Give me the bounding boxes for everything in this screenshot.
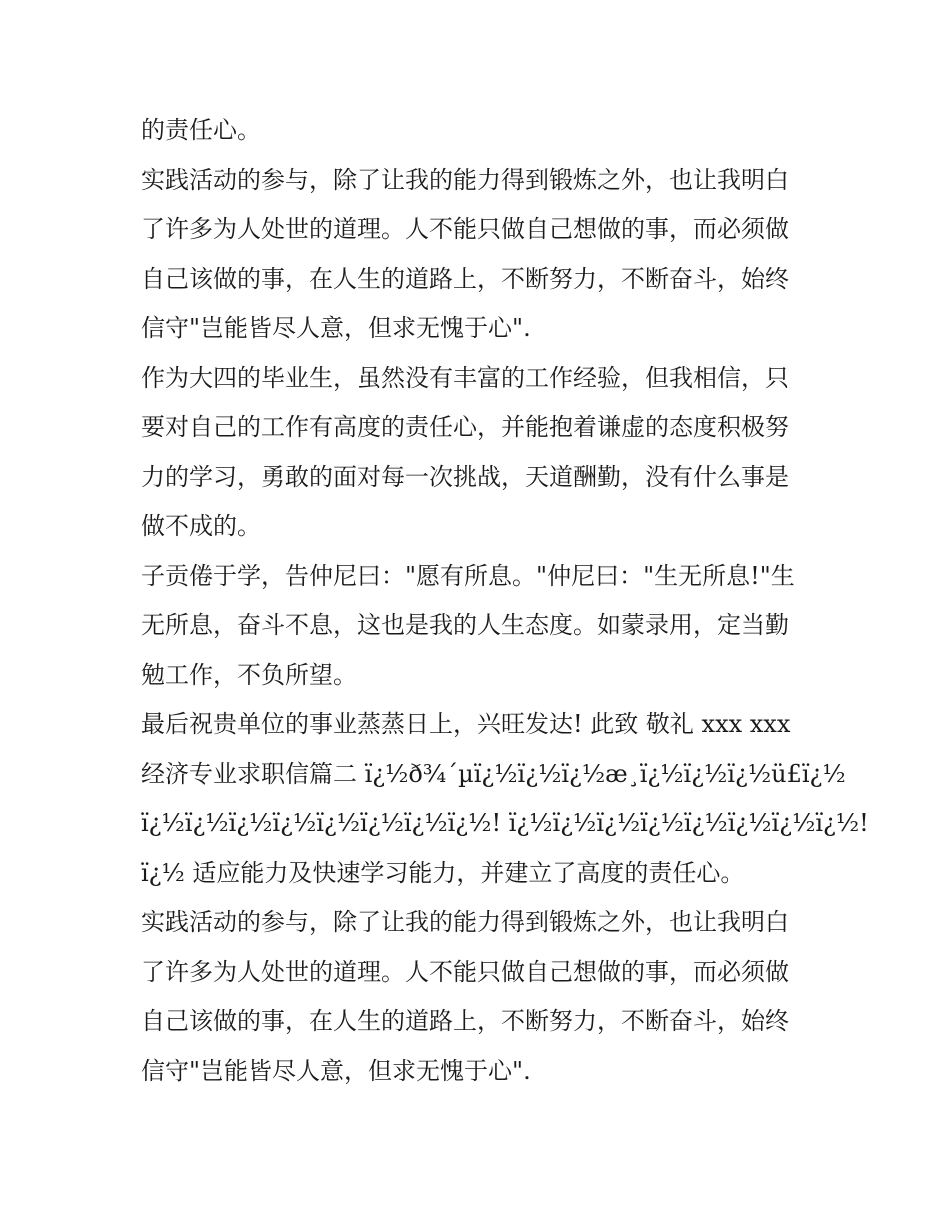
text-line: 作为大四的毕业生，虽然没有丰富的工作经验，但我相信，只 xyxy=(141,363,789,392)
text-line: 信守"岂能皆尽人意，但求无愧于心". xyxy=(141,314,531,342)
text-line: 力的学习，勇敢的面对每一次挑战，天道酬勤，没有什么事是 xyxy=(141,462,789,491)
text-line: ï¿½ 适应能力及快速学习能力，并建立了高度的责任心。 xyxy=(141,858,745,887)
text-line: 的责任心。 xyxy=(141,116,261,144)
text-line: 子贡倦于学，告仲尼曰："愿有所息。"仲尼曰："生无所息!"生 xyxy=(141,561,795,590)
text-line: 做不成的。 xyxy=(141,512,261,540)
text-line: 自己该做的事，在人生的道路上，不断努力，不断奋斗，始终 xyxy=(141,264,789,293)
text-line: 勉工作，不负所望。 xyxy=(141,660,357,689)
text-line: 无所息，奋斗不息，这也是我的人生态度。如蒙录用，定当勤 xyxy=(141,611,789,639)
document-body xyxy=(141,106,869,1096)
text-line: 实践活动的参与，除了让我的能力得到锻炼之外，也让我明白 xyxy=(141,165,789,194)
text-line: ï¿½ï¿½ï¿½ï¿½ï¿½ï¿½ï¿½ï¿½! ï¿½ï¿½ï¿½ï¿½ï¿½ï¿½ï¿½ï¿½! xyxy=(141,809,869,837)
text-line: 了许多为人处世的道理。人不能只做自己想做的事，而必须做 xyxy=(141,957,789,986)
text-line: 要对自己的工作有高度的责任心，并能抱着谦虚的态度积极努 xyxy=(141,413,789,441)
text-line: 经济专业求职信篇二 ï¿½ð¾´µï¿½ï¿½ï¿½æ¸ï¿½ï¿½ï¿½ü£ï¿½ xyxy=(141,759,846,788)
text-line: 自己该做的事，在人生的道路上，不断努力，不断奋斗，始终 xyxy=(141,1007,789,1035)
text-line: 了许多为人处世的道理。人不能只做自己想做的事，而必须做 xyxy=(141,215,789,243)
text-line: 实践活动的参与，除了让我的能力得到锻炼之外，也让我明白 xyxy=(141,908,789,936)
text-line: 信守"岂能皆尽人意，但求无愧于心". xyxy=(141,1056,531,1085)
text-line: 最后祝贵单位的事业蒸蒸日上，兴旺发达! 此致 敬礼 xxx xxx xyxy=(141,710,791,738)
